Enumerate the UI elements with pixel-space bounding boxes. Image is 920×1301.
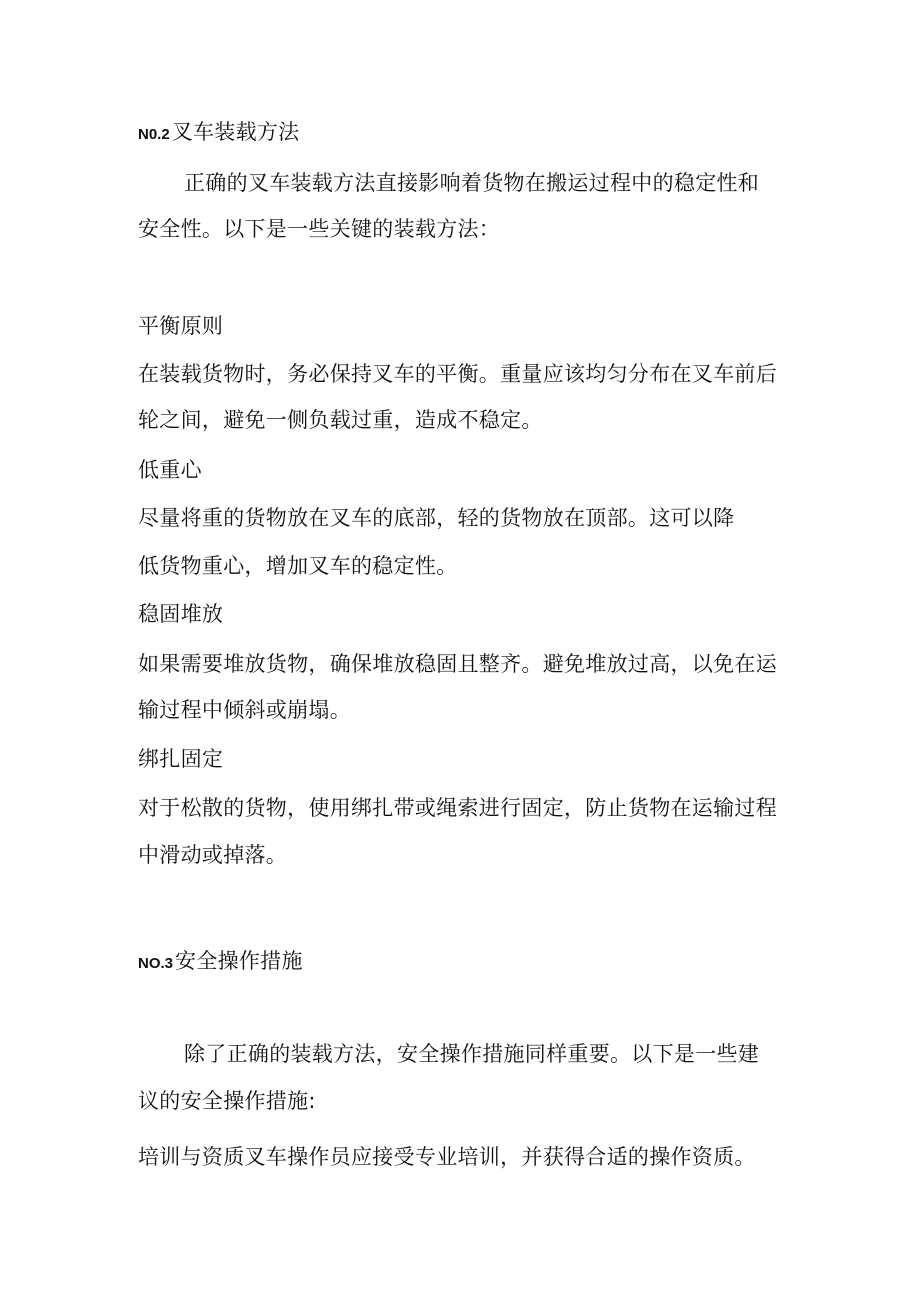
item-paragraph-line: 如果需要堆放货物，确保堆放稳固且整齐。避免堆放过高，以免在运: [138, 652, 777, 676]
section-number: NO.3: [138, 955, 174, 972]
section-heading-3: [138, 948, 303, 977]
section-number: N0.2: [138, 126, 170, 143]
item-paragraph-line: 轮之间，避免一侧负载过重，造成不稳定。: [138, 408, 543, 432]
intro-paragraph-line: 议的安全操作措施:: [138, 1089, 316, 1113]
item-paragraph-line: 在装载货物时，务必保持叉车的平衡。重量应该均匀分布在叉车前后: [138, 362, 777, 386]
item-title: 低重心: [138, 458, 202, 482]
intro-paragraph-line: 安全性。以下是一些关键的装载方法：: [138, 217, 501, 241]
section-title: 安全操作措施: [175, 949, 303, 973]
body-paragraph-line: 培训与资质叉车操作员应接受专业培训，并获得合适的操作资质。: [138, 1145, 756, 1169]
section-title: 叉车装载方法: [171, 120, 300, 144]
item-paragraph-line: 对于松散的货物，使用绑扎带或绳索进行固定，防止货物在运输过程: [138, 796, 777, 820]
item-title: 稳固堆放: [138, 602, 224, 626]
item-paragraph-line: 尽量将重的货物放在叉车的底部，轻的货物放在顶部。这可以降: [138, 506, 735, 530]
item-title: 平衡原则: [138, 314, 224, 338]
item-title: 绑扎固定: [138, 747, 224, 771]
item-paragraph-line: 中滑动或掉落。: [138, 843, 288, 867]
section-heading-2: [138, 119, 300, 148]
intro-paragraph-line: 除了正确的装载方法，安全操作措施同样重要。以下是一些建: [184, 1042, 760, 1066]
item-paragraph-line: 输过程中倾斜或崩塌。: [138, 698, 351, 722]
intro-paragraph-line: 正确的叉车装载方法直接影响着货物在搬运过程中的稳定性和: [184, 171, 760, 195]
item-paragraph-line: 低货物重心，增加叉车的稳定性。: [138, 554, 458, 578]
